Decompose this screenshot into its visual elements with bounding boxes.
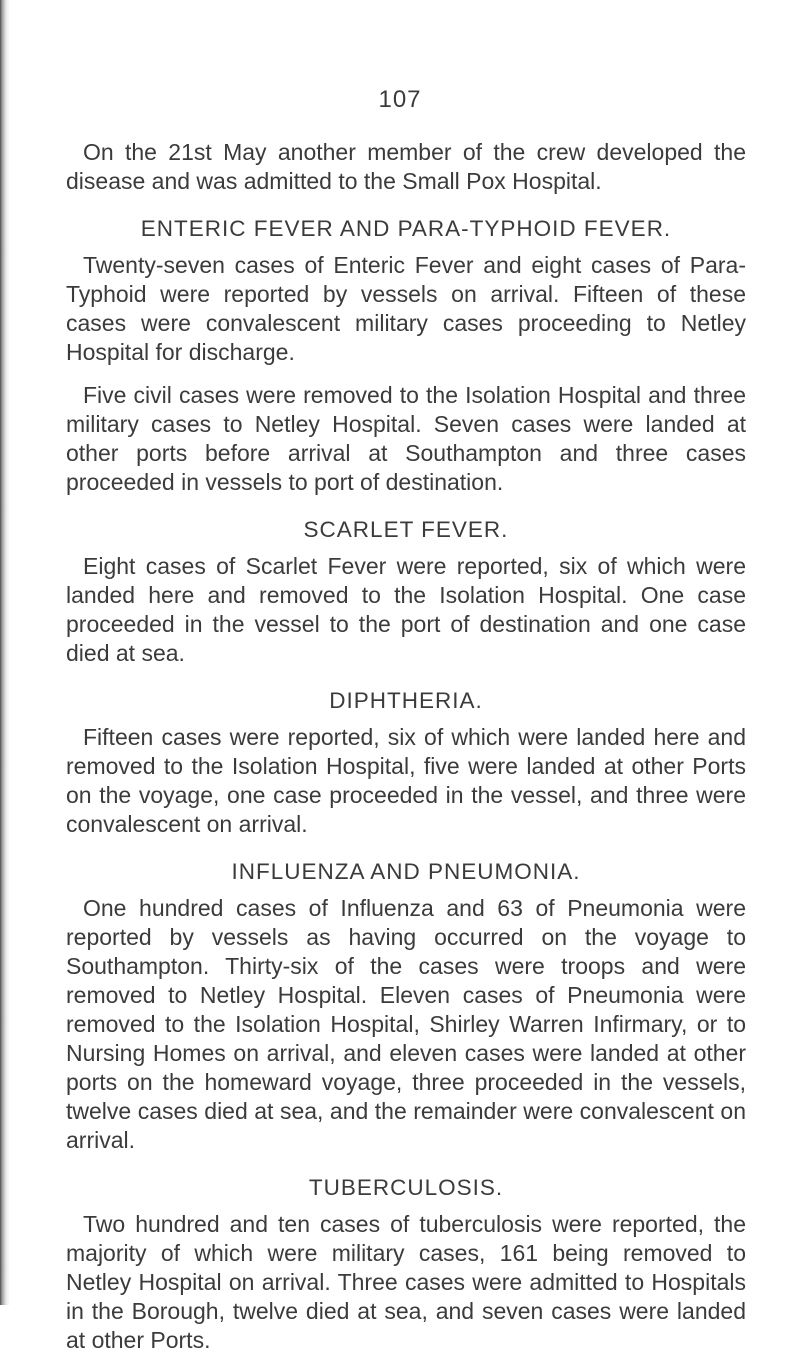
page-number: 107 (378, 86, 422, 113)
intro-paragraph: On the 21st May another member of the crew developed the disease and was admitted to the Small Pox Hospital. (66, 139, 746, 194)
influenza-pneumonia-paragraph: One hundred cases of Influenza and 63 of Pneumonia were reported by vessels as having occurred on the voyage to Southampton. Thirty-six of the cases were troops and were removed to Netley Hospital. Eleven cases of Pneumonia were removed to the Isolation Hospital, Shirley Warren Infirmary, or to Nursing Homes on arrival, and eleven cases were landed at other ports on the homeward voyage, three proceeded in the vessels, twelve cases died at sea, and the remainder were convalescent on arrival. (66, 895, 746, 1153)
section-heading-influenza-pneumonia: INFLUENZA AND PNEUMONIA. (231, 859, 581, 884)
enteric-fever-paragraph-2: Five civil cases were removed to the Isolation Hospital and three military cases to Netley Hospital. Seven cases were landed at other ports before arrival at Southampton and three cases proceeded in vessels to port of destination. (66, 382, 746, 495)
section-heading-scarlet-fever: SCARLET FEVER. (303, 517, 509, 542)
page-edge-shadow (0, 0, 10, 1305)
document-body (66, 138, 746, 1355)
section-heading-tuberculosis: TUBERCULOSIS. (308, 1175, 504, 1200)
enteric-fever-paragraph-1: Twenty-seven cases of Enteric Fever and eight cases of Para-Typhoid were reported by vessels on arrival. Fifteen of these cases were convalescent military cases proceeding to Netley Hospital for discharge. (66, 252, 746, 365)
section-heading-enteric-fever: ENTERIC FEVER AND PARA-TYPHOID FEVER. (140, 216, 672, 241)
tuberculosis-paragraph: Two hundred and ten cases of tuberculosis were reported, the majority of which were military cases, 161 being removed to Netley Hospital on arrival. Three cases were admitted to Hospitals in the Borough, twelve died at sea, and seven cases were landed at other Ports. (66, 1211, 746, 1353)
section-heading-diphtheria: DIPHTHERIA. (329, 688, 483, 713)
scarlet-fever-paragraph: Eight cases of Scarlet Fever were reported, six of which were landed here and removed to the Isolation Hospital. One case proceeded in the vessel to the port of destination and one case died at sea. (66, 553, 746, 666)
diphtheria-paragraph: Fifteen cases were reported, six of which were landed here and removed to the Isolation Hospital, five were landed at other Ports on the voyage, one case proceeded in the vessel, and three were convalescent on arrival. (66, 724, 746, 837)
